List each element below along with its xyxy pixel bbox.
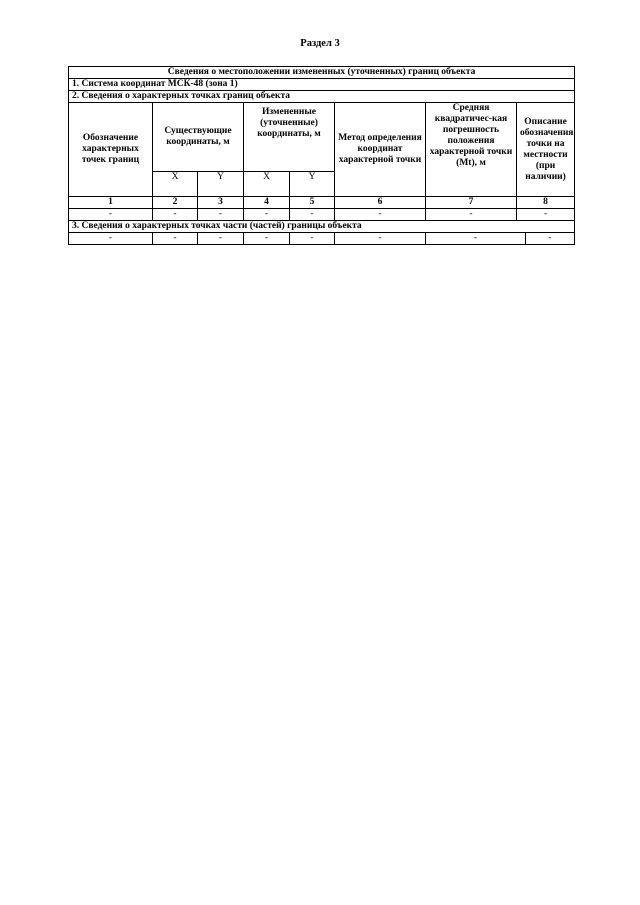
table-cell: - (426, 209, 517, 221)
boundary-table (68, 66, 575, 233)
table-cell: - (198, 233, 244, 245)
table-cell: - (244, 209, 290, 221)
table-row (69, 233, 575, 245)
header-existing-x: X (153, 172, 198, 197)
header-changed-x: X (244, 172, 290, 197)
header-mean-error: Средняя квадратичес-кая погрешность положения характерной точки (Mt), м (426, 103, 517, 197)
table-cell: - (290, 209, 335, 221)
column-number: 1 (69, 197, 153, 209)
header-description: Описание обозначения точки на местности (при наличии) (517, 103, 575, 197)
header-existing-y: Y (198, 172, 244, 197)
table-cell: - (69, 209, 153, 221)
table-row (69, 209, 575, 221)
table-cell: - (517, 209, 575, 221)
table-cell: - (335, 209, 426, 221)
column-number: 5 (290, 197, 335, 209)
header-method: Метод определения координат характерной точки (335, 103, 426, 197)
coord-system-row: 1. Система координат МСК-48 (зона 1) (69, 79, 575, 91)
column-number: 6 (335, 197, 426, 209)
table-cell: - (290, 233, 335, 245)
column-number: 8 (517, 197, 575, 209)
table-cell: - (198, 209, 244, 221)
table-cell: - (526, 233, 575, 245)
table-cell: - (244, 233, 290, 245)
column-number: 2 (153, 197, 198, 209)
column-number: 3 (198, 197, 244, 209)
table-cell: - (426, 233, 526, 245)
subsection-3-header: 3. Сведения о характерных точках части (частей) границы объекта (69, 221, 575, 233)
header-existing-coords: Существующие координаты, м (153, 103, 244, 172)
column-number: 7 (426, 197, 517, 209)
table-cell: - (69, 233, 153, 245)
header-point-designation: Обозначение характерных точек границ (69, 103, 153, 197)
subsection-2-header: 2. Сведения о характерных точках границ объекта (69, 91, 575, 103)
table-cell: - (153, 209, 198, 221)
table-cell: - (335, 233, 426, 245)
header-changed-coords: Измененные (уточненные) координаты, м (244, 103, 335, 172)
table-caption: Сведения о местоположении измененных (уточненных) границ объекта (69, 67, 575, 79)
part-boundary-table (68, 232, 575, 245)
header-changed-y: Y (290, 172, 335, 197)
column-number: 4 (244, 197, 290, 209)
section-title: Раздел 3 (300, 38, 340, 49)
table-cell: - (153, 233, 198, 245)
